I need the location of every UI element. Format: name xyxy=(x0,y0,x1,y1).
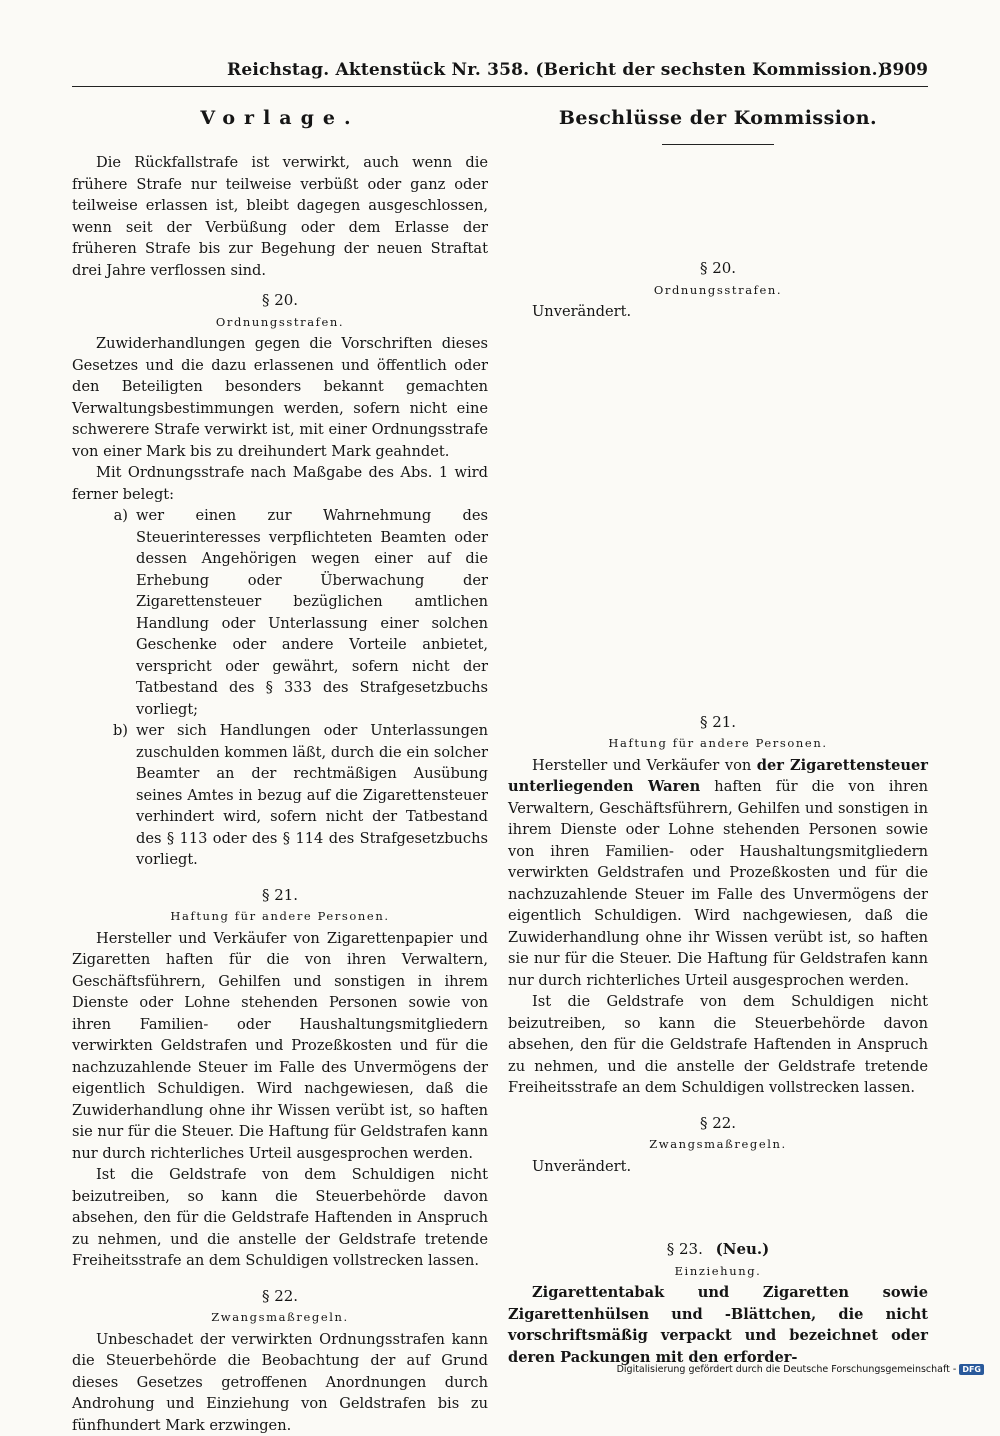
footer-credit: Digitalisierung gefördert durch die Deutsche Forschungsgemeinschaft - xyxy=(617,1364,957,1375)
right-s23-heading: Einziehung. xyxy=(508,1261,928,1283)
left-column-title: Vorlage. xyxy=(72,108,488,140)
s21-amended-text: der Zigarettensteuer unterliegenden Waren xyxy=(508,757,928,796)
right-s21-number: § 21. xyxy=(508,712,928,734)
right-s21-paragraph-2: Ist die Geldstrafe von dem Schuldigen nicht beizutreiben, so kann die Steuerbehörde davon absehen, den für die Geldstrafe Haftenden in Anspruch zu nehmen, und die anstelle der Geldstrafe tretende Freiheitsstrafe an dem Schuldigen vollstrecken lassen. xyxy=(508,991,928,1099)
right-s22-text: Unverändert. xyxy=(508,1156,928,1178)
left-column-vorlage xyxy=(72,108,488,1436)
left-s20-paragraph-1: Zuwiderhandlungen gegen die Vorschriften dieses Gesetzes und die dazu erlassenen und öffentlich oder den Beteiligten besonders bekannt gemachten Verwaltungsbestimmungen werden, sofern nicht eine schwerere Strafe verwirkt ist, mit einer Ordnungsstrafe von einer Mark bis zu dreihundert Mark geahndet. xyxy=(72,333,488,462)
right-column-beschluesse xyxy=(508,108,928,1368)
left-s22-paragraph-1: Unbeschadet der verwirkten Ordnungsstrafen kann die Steuerbehörde die Beobachtung der auf Grund dieses Gesetzes getroffenen Anordnungen durch Androhung und Einziehung von Geldstrafen bis zu fünfhundert Mark erzwingen. xyxy=(72,1329,488,1436)
left-s22-number: § 22. xyxy=(72,1286,488,1308)
right-s21-heading: Haftung für andere Personen. xyxy=(508,733,928,755)
left-s21-paragraph-2: Ist die Geldstrafe von dem Schuldigen nicht beizutreiben, so kann die Steuerbehörde davon absehen, den für die Geldstrafe Haftenden in Anspruch zu nehmen, und die anstelle der Geldstrafe tretende Freiheitsstrafe an dem Schuldigen vollstrecken lassen. xyxy=(72,1164,488,1272)
digitization-footer xyxy=(617,1364,984,1375)
running-title: Reichstag. Aktenstück Nr. 358. (Bericht der sechsten Kommission.) xyxy=(227,60,886,80)
item-b-label: b) xyxy=(72,720,136,871)
right-s22-heading: Zwangsmaßregeln. xyxy=(508,1134,928,1156)
page-header xyxy=(72,60,928,87)
left-s21-heading: Haftung für andere Personen. xyxy=(72,906,488,928)
title-rule xyxy=(662,144,774,145)
item-b-text: wer sich Handlungen oder Unterlassungen zuschulden kommen läßt, durch die ein solcher Beamter an der rechtmäßigen Ausübung seines Amtes in bezug auf die Zigarettensteuer verhindert wird, sofern nicht der Tatbestand des § 113 oder des § 114 des Strafgesetzbuchs vorliegt. xyxy=(136,720,488,871)
right-s23-number-line xyxy=(508,1239,928,1261)
right-s20-text: Unverändert. xyxy=(508,301,928,323)
s21-text-start: Hersteller und Verkäufer von xyxy=(532,757,757,774)
intro-paragraph: Die Rückfallstrafe ist verwirkt, auch wenn die frühere Strafe nur teilweise verbüßt oder ganz oder teilweise erlassen ist, bleibt dagegen ausgeschlossen, wenn seit der Verbüßung oder dem Erlasse der früheren Strafe bis zur Begehung der neuen Straftat drei Jahre verflossen sind. xyxy=(72,152,488,281)
item-a-label: a) xyxy=(72,505,136,720)
left-s20-item-b xyxy=(72,720,488,871)
left-s20-heading: Ordnungsstrafen. xyxy=(72,312,488,334)
left-s20-paragraph-2: Mit Ordnungsstrafe nach Maßgabe des Abs. 1 wird ferner belegt: xyxy=(72,462,488,505)
left-s20-number: § 20. xyxy=(72,290,488,312)
right-s23-paragraph-1: Zigarettentabak und Zigaretten sowie Zigarettenhülsen und -Blättchen, die nicht vorschriftsmäßig verpackt und bezeichnet oder deren Packungen mit den erforder- xyxy=(508,1282,928,1368)
right-column-title: Beschlüsse der Kommission. xyxy=(508,108,928,140)
s21-text-rest: haften für die von ihren Verwaltern, Geschäftsführern, Gehilfen und sonstigen in ihrem Dienste oder Lohne stehenden Personen sowie von ihren Familien- oder Haushaltungsmitgliedern verwirkten Geldstrafen und Prozeßkosten und für die nachzuzahlende Steuer im Falle des Unvermögens der eigentlich Schuldigen. Wird nachgewiesen, daß die Zuwiderhandlung ohne ihr Wissen verübt ist, so haften sie nur für die Steuer. Die Haftung für Geldstrafen kann nur durch richterliches Urteil ausgesprochen werden. xyxy=(508,778,928,989)
left-s21-paragraph-1: Hersteller und Verkäufer von Zigarettenpapier und Zigaretten haften für die von ihren Verwaltern, Geschäftsführern, Gehilfen und sonstigen in ihrem Dienste oder Lohne stehenden Personen sowie von ihren Familien- oder Haushaltungsmitgliedern verwirkten Geldstrafen und Prozeßkosten und für die nachzuzahlende Steuer im Falle des Unvermögens der eigentlich Schuldigen. Wird nachgewiesen, daß die Zuwiderhandlung ohne ihr Wissen verübt ist, so haften sie nur für die Steuer. Die Haftung für Geldstrafen kann nur durch richterliches Urteil ausgesprochen werden. xyxy=(72,928,488,1165)
new-label: (Neu.) xyxy=(716,1240,770,1258)
right-s21-paragraph-1 xyxy=(508,755,928,992)
right-s20-number: § 20. xyxy=(508,258,928,280)
item-a-text: wer einen zur Wahrnehmung des Steuerinteresses verpflichteten Beamten oder dessen Angehörigen wegen einer auf die Erhebung oder Überwachung der Zigarettensteuer bezüglichen amtlichen Handlung oder Unterlassung einer solchen Geschenke oder andere Vorteile anbietet, verspricht oder gewährt, sofern nicht der Tatbestand des § 333 des Strafgesetzbuchs vorliegt; xyxy=(136,505,488,720)
left-s21-number: § 21. xyxy=(72,885,488,907)
page-number: 3909 xyxy=(881,60,928,80)
dfg-logo: DFG xyxy=(959,1364,984,1375)
right-s22-number: § 22. xyxy=(508,1113,928,1135)
left-s20-item-a xyxy=(72,505,488,720)
right-s20-heading: Ordnungsstrafen. xyxy=(508,280,928,302)
left-s22-heading: Zwangsmaßregeln. xyxy=(72,1307,488,1329)
right-s23-number: § 23. xyxy=(667,1240,703,1258)
